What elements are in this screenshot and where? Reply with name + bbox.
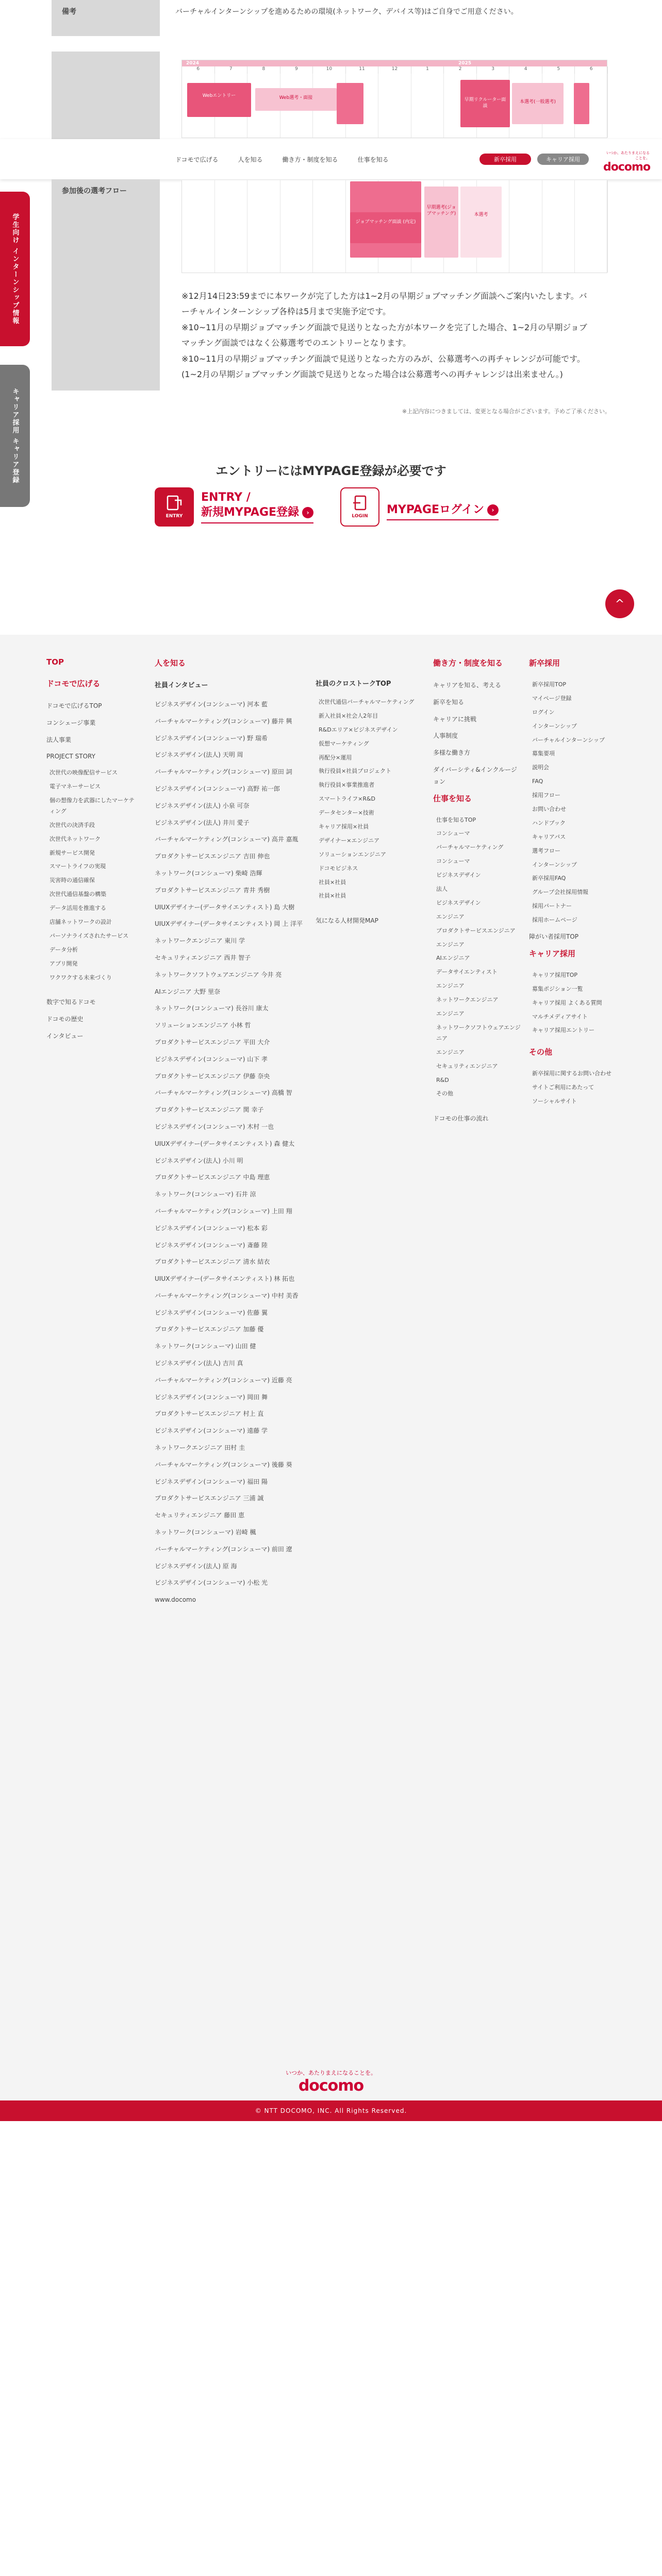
gantt-column	[378, 74, 411, 138]
sitemap-link[interactable]: 新卒採用TOP	[532, 681, 567, 688]
sitemap-link[interactable]: ハンドブック	[532, 819, 566, 826]
nav-item-people[interactable]: 人を知る	[238, 156, 263, 163]
sitemap-interview-link[interactable]: ビジネスデザイン(コンシューマ) 岡田 舞	[155, 1393, 268, 1401]
sitemap-project-link[interactable]: 災害時の通信確保	[49, 877, 95, 884]
sitemap-interview-link[interactable]: プロダクトサービスエンジニア 平田 大介	[155, 1038, 270, 1046]
month-label: 6	[575, 66, 608, 74]
flow-block-label: ジョブマッチング面談 (内定)	[355, 219, 416, 225]
month-label: 2	[444, 66, 477, 74]
sitemap-interview-link[interactable]: ビジネスデザイン(法人) 小泉 可奈	[155, 802, 250, 809]
month-label: 1	[411, 66, 444, 74]
site-header	[0, 139, 662, 179]
sitemap-interview-link[interactable]: ビジネスデザイン(法人) 井川 愛子	[155, 819, 250, 826]
sitemap-link[interactable]: インタビュー	[46, 1032, 84, 1040]
sitemap-interview-link[interactable]: ビジネスデザイン(コンシューマ) 木村 一也	[155, 1123, 274, 1130]
sitemap-link[interactable]: 障がい者採用TOP	[529, 933, 579, 941]
remarks-row	[52, 0, 610, 36]
schedule-head	[52, 52, 160, 139]
sitemap-job-link[interactable]: プロダクトサービスエンジニア	[436, 927, 516, 934]
flow-notes	[181, 289, 594, 382]
sitemap-col-newgrad	[529, 657, 617, 1110]
copyright: © NTT DOCOMO, INC. All Rights Reserved.	[0, 2100, 662, 2121]
sitemap-project-link[interactable]: 次世代通信基盤の構築	[49, 891, 106, 898]
year-label: 2024	[186, 61, 200, 66]
sitemap-project-link[interactable]: 店舗ネットワークの設計	[49, 918, 112, 925]
sitemap-job-link[interactable]: セキュリティエンジニア	[436, 1062, 498, 1070]
internship-tab-label: 学生向け インターンシップ情報	[11, 213, 19, 325]
career-side-tab[interactable]	[0, 365, 30, 507]
sitemap-interview-link[interactable]: ビジネスデザイン(法人) 吉川 真	[155, 1360, 243, 1367]
flow-column	[575, 180, 608, 273]
month-label: 7	[215, 66, 248, 74]
sitemap-link[interactable]: 数字で知るドコモ	[46, 998, 96, 1006]
sitemap-link[interactable]: 募集要項	[532, 750, 555, 757]
sitemap-job-link[interactable]: 法人	[436, 886, 448, 893]
footer-logo[interactable]	[0, 2069, 662, 2095]
sitemap-crosstalk-link[interactable]: 仮想マーケティング	[319, 740, 369, 747]
sitemap-interview-link[interactable]: ネットワーク(コンシューマ) 柴崎 浩輝	[155, 869, 262, 877]
sitemap-interview-link[interactable]: ネットワーク(コンシューマ) 岩崎 楓	[155, 1529, 256, 1536]
sitemap-subheading[interactable]: 社員のクロストークTOP	[316, 680, 391, 688]
sitemap-crosstalk-link[interactable]: ソリューションエンジニア	[319, 851, 386, 858]
month-label: 3	[477, 66, 510, 74]
sitemap-crosstalk-link[interactable]: キャリア採用×社員	[319, 823, 369, 831]
sitemap-interview-link[interactable]: バーチャルマーケティング(コンシューマ) 原田 詞	[155, 768, 292, 776]
sitemap-crosstalk-link[interactable]: 社員×社員	[319, 892, 346, 900]
sitemap-crosstalk-link[interactable]: 再配分×運用	[319, 754, 352, 761]
sitemap-interview-link[interactable]: プロダクトサービスエンジニア 青井 秀樹	[155, 886, 270, 894]
sitemap-interview-link[interactable]: バーチャルマーケティング(コンシューマ) 上田 翔	[155, 1207, 292, 1215]
sitemap-col-workstyle	[433, 657, 521, 1130]
month-label: 4	[509, 66, 542, 74]
sitemap-heading[interactable]: 働き方・制度を知る	[433, 658, 503, 668]
remarks-head: 備考	[52, 0, 160, 36]
schedule-gantt	[181, 60, 607, 138]
sitemap-heading[interactable]: ドコモで広げる	[46, 679, 101, 688]
footer-logo-wordmark: docomo	[298, 2077, 364, 2095]
sitemap-col-top	[46, 657, 139, 1047]
sitemap-project-link[interactable]: データ活用を推進する	[49, 905, 106, 912]
nav-item-work[interactable]: 仕事を知る	[357, 156, 389, 163]
sitemap-interview-link[interactable]: プロダクトサービスエンジニア 吉田 伸也	[155, 853, 270, 860]
sitemap-link[interactable]: サイトご利用にあたって	[532, 1084, 594, 1091]
sitemap-job-link[interactable]: その他	[436, 1090, 453, 1097]
sitemap-interview-link[interactable]: ネットワーク(コンシューマ) 山田 健	[155, 1343, 256, 1350]
sitemap-crosstalk-link[interactable]: 執行役員×事業推進者	[319, 782, 375, 789]
sitemap-interview-link[interactable]: ソリューションエンジニア 小林 哲	[155, 1022, 251, 1029]
flow-block	[350, 212, 421, 243]
sitemap-job-link[interactable]: エンジニア	[436, 1010, 465, 1018]
sitemap-link[interactable]: インターンシップ	[532, 722, 577, 730]
sitemap-job-link[interactable]: AIエンジニア	[436, 955, 470, 962]
flow-column	[215, 180, 248, 273]
sitemap-interview-link[interactable]: ネットワークエンジニア 田村 圭	[155, 1444, 245, 1452]
sitemap-job-link[interactable]: バーチャルマーケティング	[436, 844, 504, 851]
entry-icon	[155, 487, 194, 527]
sitemap-interview-link[interactable]: バーチャルマーケティング(コンシューマ) 前田 遼	[155, 1545, 292, 1553]
entry-label-line1: ENTRY /	[201, 491, 251, 504]
sitemap-link[interactable]: コンシェージ事業	[46, 719, 96, 726]
sitemap-link[interactable]: キャリア採用エントリー	[532, 1027, 594, 1034]
sitemap-project-link[interactable]: 次世代ネットワーク	[49, 835, 101, 842]
sitemap-link[interactable]: グループ会社採用情報	[532, 889, 589, 896]
sitemap-link[interactable]: マルチメディアサイト	[532, 1013, 588, 1020]
sitemap-interview-link[interactable]: UIUXデザイナー(データサイエンティスト) 森 健太	[155, 1140, 295, 1147]
sitemap-crosstalk-link[interactable]: 社員×社員	[319, 878, 346, 886]
sitemap-interview-link[interactable]: ビジネスデザイン(コンシューマ) 遠藤 学	[155, 1427, 268, 1435]
entry-label-line2: 新規MYPAGE登録	[201, 506, 300, 519]
sitemap-interview-link[interactable]: セキュリティエンジニア 藤田 恵	[155, 1512, 245, 1519]
sitemap-job-link[interactable]: 仕事を知るTOP	[436, 816, 476, 823]
sitemap-link[interactable]: 採用ホームページ	[532, 917, 577, 924]
sitemap-link[interactable]: 気になる人材開発MAP	[316, 917, 378, 925]
career-button[interactable]: キャリア採用	[537, 154, 589, 165]
sitemap-project-link[interactable]: 次世代の映像配信サービス	[49, 769, 118, 776]
sitemap-job-link[interactable]: エンジニア	[436, 982, 465, 990]
sitemap-interview-link[interactable]: ネットワーク(コンシューマ) 長谷川 康太	[155, 1005, 269, 1012]
entry-icon-text: ENTRY	[166, 514, 183, 519]
sitemap-job-link[interactable]: ビジネスデザイン	[436, 872, 481, 879]
flow-column	[182, 180, 215, 273]
sitemap-interview-link[interactable]: ビジネスデザイン(コンシューマ) 松本 彩	[155, 1224, 268, 1232]
docomo-logo[interactable]	[603, 150, 651, 174]
sitemap-link[interactable]: 募集ポジション一覧	[532, 985, 583, 992]
sitemap-interview-link[interactable]: バーチャルマーケティング(コンシューマ) 藤井 興	[155, 717, 292, 725]
sitemap-project-link[interactable]: 個の想像力を武器にしたマーケティング	[49, 796, 135, 815]
sitemap-link[interactable]: 採用フロー	[532, 792, 560, 799]
sitemap-interview-link[interactable]: AIエンジニア 大野 里奈	[155, 988, 221, 995]
sitemap-job-link[interactable]: エンジニア	[436, 941, 465, 948]
internship-side-tab[interactable]	[0, 192, 30, 346]
login-button[interactable]	[340, 487, 499, 527]
sitemap-crosstalk-link[interactable]: ドコモビジネス	[319, 865, 358, 872]
flow-block	[424, 187, 458, 258]
sitemap-interview-link[interactable]: プロダクトサービスエンジニア 村上 直	[155, 1410, 264, 1418]
entry-button[interactable]	[155, 487, 313, 527]
sitemap-link[interactable]: 新卒採用に関するお問い合わせ	[532, 1070, 611, 1077]
month-strip	[182, 60, 607, 66]
sitemap-interview-link[interactable]: ネットワークソフトウェアエンジニア 今井 亮	[155, 971, 282, 978]
sitemap-interview-link[interactable]: UIUXデザイナー(データサイエンティスト) 林 拓也	[155, 1275, 295, 1283]
flow-head: 参加後の選考フロー	[52, 179, 160, 391]
sitemap-interview-link[interactable]: プロダクトサービスエンジニア 伊藤 奈央	[155, 1072, 270, 1080]
sitemap-interview-link[interactable]: ビジネスデザイン(コンシューマ) 福田 陽	[155, 1478, 268, 1485]
sitemap-link[interactable]: ソーシャルサイト	[532, 1098, 577, 1105]
sitemap-project-link[interactable]: 次世代の決済手段	[49, 821, 95, 828]
sitemap-crosstalk-link[interactable]: 新入社員×社会人2年目	[319, 712, 378, 719]
sitemap-crosstalk-link[interactable]: デザイナー×エンジニア	[319, 837, 380, 844]
month-label: 12	[378, 66, 411, 74]
gantt-block	[574, 83, 589, 124]
sitemap-interview-link[interactable]: セキュリティエンジニア 西井 智子	[155, 954, 251, 961]
sitemap-subheading[interactable]: 社員インタビュー	[155, 682, 208, 689]
logo-wordmark: docomo	[603, 161, 651, 174]
sitemap-job-link[interactable]: ネットワークエンジニア	[436, 996, 499, 1004]
sitemap-project-link[interactable]: パーソナライズされたサービス	[49, 932, 129, 939]
sitemap-heading[interactable]: 人を知る	[155, 658, 186, 668]
sitemap-interview-link[interactable]: バーチャルマーケティング(コンシューマ) 高井 嘉胤	[155, 836, 299, 843]
entry-title: エントリーにはMYPAGE登録が必要です	[216, 464, 446, 478]
flow-note: ※12月14日23:59までに本ワークが完了した方は1~2月の早期ジョブマッチング面談へご案内いたします。バーチャルインターンシップ各枠は5月まで実施予定です。	[181, 291, 587, 317]
sitemap-link[interactable]: キャリアに挑戦	[433, 715, 477, 723]
sitemap-interview-link[interactable]: ビジネスデザイン(コンシューマ) 河本 藍	[155, 701, 268, 708]
sitemap-interview-link[interactable]: バーチャルマーケティング(コンシューマ) 中村 美香	[155, 1292, 299, 1299]
gantt-block-label: 本選考(一般選考)	[519, 99, 556, 105]
career-tab-label: キャリア採用 キャリア登録	[11, 387, 19, 484]
sitemap-link[interactable]: PROJECT STORY	[46, 753, 95, 760]
sitemap-crosstalk-link[interactable]: スマートライフ×R&D	[319, 795, 376, 803]
sitemap-link[interactable]: バーチャルインターンシップ	[532, 736, 605, 743]
sitemap-job-link[interactable]: コンシューマ	[436, 858, 470, 865]
sitemap-link[interactable]: 採用パートナー	[532, 903, 572, 910]
sitemap-link[interactable]: キャリア採用TOP	[532, 971, 578, 978]
sitemap-link[interactable]: お問い合わせ	[532, 806, 566, 813]
sitemap-job-link[interactable]: エンジニア	[436, 1048, 465, 1056]
sitemap-interview-link[interactable]: バーチャルマーケティング(コンシューマ) 近藤 亮	[155, 1376, 292, 1384]
gantt-block-label: Web選考・面接	[279, 95, 313, 100]
sitemap-interview-link[interactable]: ネットワークエンジニア 東川 学	[155, 937, 245, 945]
sitemap-link[interactable]: FAQ	[532, 778, 543, 785]
sitemap-link[interactable]: 説明会	[532, 764, 549, 771]
nav-item-workstyle[interactable]: 働き方・制度を知る	[282, 156, 338, 163]
sitemap-heading[interactable]: その他	[529, 1047, 553, 1057]
login-label	[387, 503, 499, 521]
month-label: 6	[182, 66, 215, 74]
flow-column	[509, 180, 542, 273]
sitemap-interview-link[interactable]: ビジネスデザイン(法人) 小川 明	[155, 1157, 243, 1164]
sitemap-job-link[interactable]: エンジニア	[436, 913, 465, 920]
sitemap-interview-link[interactable]: ビジネスデザイン(コンシューマ) 佐藤 翼	[155, 1309, 268, 1316]
sitemap-col-crosstalk	[316, 657, 419, 932]
sitemap-interview-link[interactable]: ネットワーク(コンシューマ) 石井 涼	[155, 1191, 256, 1198]
sitemap-link[interactable]: 選考フロー	[532, 847, 560, 854]
sitemap-link[interactable]: ドコモの仕事の流れ	[433, 1115, 489, 1123]
sitemap-heading[interactable]: 新卒採用	[529, 658, 560, 668]
sitemap-job-link[interactable]: R&D	[436, 1076, 449, 1083]
footer-logo-tagline: いつか、あたりまえになることを。	[286, 2070, 376, 2076]
sitemap-interview-link[interactable]: ビジネスデザイン(コンシューマ) 野 瑞希	[155, 734, 268, 742]
sitemap-link[interactable]: マイページ登録	[532, 694, 572, 702]
back-to-top-button[interactable]	[605, 589, 634, 618]
sitemap-interview-link[interactable]: ビジネスデザイン(コンシューマ) 小松 光	[155, 1579, 268, 1587]
sitemap-link[interactable]: www.docomo	[155, 1596, 196, 1604]
sitemap-interview-link[interactable]: プロダクトサービスエンジニア 関 幸子	[155, 1106, 264, 1114]
sitemap-link[interactable]: 新卒を知る	[433, 698, 465, 706]
remarks-body: バーチャルインターンシップを進めるための環境(ネットワーク、デバイス等)はご自身でご用意ください。	[175, 8, 518, 16]
sitemap-interview-link[interactable]: ビジネスデザイン(コンシューマ) 山下 孝	[155, 1055, 268, 1063]
logo-tagline: いつか、あたりまえになることを。	[606, 151, 650, 160]
sitemap-heading	[316, 657, 419, 667]
sitemap-job-link[interactable]: ネットワークソフトウェアエンジニア	[436, 1024, 521, 1042]
flow-column	[313, 180, 346, 273]
sitemap-interview-link[interactable]: バーチャルマーケティング(コンシューマ) 後藤 葵	[155, 1461, 292, 1468]
sitemap-project-link[interactable]: ワクワクする未来づくり	[49, 974, 112, 981]
sitemap-interview-link[interactable]: プロダクトサービスエンジニア 清水 結衣	[155, 1258, 270, 1266]
sitemap-project-link[interactable]: データ分析	[49, 946, 78, 953]
sitemap-interview-link[interactable]: UIUXデザイナー(データサイエンティスト) 岡 上 洋平	[155, 920, 303, 928]
month-label: 10	[313, 66, 346, 74]
sitemap-interview-link[interactable]: UIUXデザイナー(データサイエンティスト) 島 大樹	[155, 903, 295, 911]
sitemap-crosstalk-link[interactable]: 次世代通信バーチャルマーケティング	[319, 699, 415, 705]
sitemap-interview-link[interactable]: プロダクトサービスエンジニア 三浦 誠	[155, 1495, 264, 1502]
month-label: 11	[346, 66, 379, 74]
sitemap-interview-link[interactable]: プロダクトサービスエンジニア 中島 理恵	[155, 1174, 270, 1181]
sitemap-interview-link[interactable]: バーチャルマーケティング(コンシューマ) 高橋 智	[155, 1089, 292, 1097]
arrow-right-icon: ›	[302, 507, 313, 518]
flow-column	[542, 180, 575, 273]
sitemap-interview-link[interactable]: ビジネスデザイン(コンシューマ) 高野 祐一郎	[155, 785, 280, 792]
flow-column	[247, 180, 280, 273]
sitemap-interview-link[interactable]: ビジネスデザイン(法人) 天明 周	[155, 751, 243, 759]
sitemap-link[interactable]: キャリアパス	[532, 833, 566, 840]
year-label: 2025	[458, 61, 472, 66]
sitemap-link[interactable]: キャリア採用 よくある質問	[532, 999, 602, 1006]
sitemap-link[interactable]: 法人事業	[46, 736, 72, 743]
flow-column	[280, 180, 313, 273]
entry-label	[201, 490, 313, 523]
gantt-column	[411, 74, 444, 138]
sitemap-interview-link[interactable]: ビジネスデザイン(コンシューマ) 斎藤 陸	[155, 1241, 268, 1249]
sitemap-link[interactable]: インターンシップ	[532, 861, 577, 868]
sitemap-crosstalk-link[interactable]: 執行役員×社員プロジェクト	[319, 768, 391, 775]
sitemap-project-link[interactable]: 電子マネーサービス	[49, 783, 101, 790]
sitemap-col-people	[155, 657, 304, 1611]
login-icon	[340, 487, 379, 527]
flow-note: ※10~11月の早期ジョブマッチング面談で見送りとなった方が本ワークを完了した場合、1~2月の早期ジョブマッチング面談ではなく公募選考でのエントリーとなります。	[181, 322, 587, 348]
chevron-up-icon: ^	[615, 597, 625, 611]
month-label: 8	[247, 66, 280, 74]
sitemap-interview-link[interactable]: プロダクトサービスエンジニア 加藤 優	[155, 1326, 264, 1333]
sitemap-project-link[interactable]: スマートライフの実現	[49, 863, 106, 870]
flow-note: ※10~11月の早期ジョブマッチング面談で見送りとなった方のみが、公募選考への再チャレンジが可能です。(1~2月の早期ジョブマッチング面談で見送りとなった場合は公募選考への再チャレンジは出来ません。)	[181, 353, 585, 379]
sitemap-link[interactable]: キャリアを知る、考える	[433, 682, 502, 689]
sitemap-crosstalk-link[interactable]: R&Dエリア×ビジネスデザイン	[319, 726, 398, 733]
newgrad-button[interactable]: 新卒採用	[479, 154, 531, 165]
flow-gantt	[181, 180, 607, 273]
sitemap-heading[interactable]: 仕事を知る	[433, 793, 472, 803]
sitemap-project-link[interactable]: アプリ開発	[49, 960, 78, 967]
sitemap-link[interactable]: ドコモで広げるTOP	[46, 702, 102, 709]
global-nav	[175, 139, 389, 179]
sitemap-link[interactable]: 新卒採用FAQ	[532, 875, 566, 882]
sitemap-link[interactable]: ドコモの歴史	[46, 1015, 84, 1023]
sitemap-project-link[interactable]: 新規サービス開発	[49, 849, 95, 856]
sitemap-crosstalk-link[interactable]: データセンター×技術	[319, 809, 374, 817]
flow-block	[460, 187, 502, 258]
sitemap-job-link[interactable]: コンシューマ	[436, 830, 470, 837]
login-label-text: MYPAGEログイン	[387, 503, 484, 516]
footer-sitemap	[0, 635, 662, 2100]
sitemap-heading[interactable]: キャリア採用	[529, 948, 576, 958]
sitemap-job-link[interactable]: ビジネスデザイン	[436, 899, 481, 906]
gantt-block	[337, 83, 363, 124]
sitemap-interview-link[interactable]: ビジネスデザイン(法人) 原 海	[155, 1562, 237, 1570]
sitemap-job-link[interactable]: データサイエンティスト	[436, 969, 498, 976]
gantt-block-label: Webエントリー	[202, 93, 236, 98]
month-label: 5	[542, 66, 575, 74]
sitemap-heading[interactable]: TOP	[46, 657, 64, 667]
nav-item-docomo[interactable]: ドコモで広げる	[175, 156, 219, 163]
month-label: 9	[280, 66, 313, 74]
change-notice: ※上記内容につきましては、変更となる場合がございます。予めご了承ください。	[402, 408, 610, 415]
sitemap-link[interactable]: ログイン	[532, 708, 555, 716]
sitemap-link[interactable]: ダイバーシティ&インクルージョン	[433, 766, 517, 785]
flow-block-label: 早期選考(ジョブマッチング)	[426, 205, 456, 216]
sitemap-link[interactable]: 多様な働き方	[433, 749, 471, 757]
sitemap-link[interactable]: 人事制度	[433, 732, 458, 740]
arrow-right-icon: ›	[487, 504, 499, 516]
gantt-block-label: 早期リクルーター面談	[464, 97, 506, 109]
login-icon-text: LOGIN	[352, 514, 368, 519]
flow-block-label: 本選考	[474, 212, 488, 217]
